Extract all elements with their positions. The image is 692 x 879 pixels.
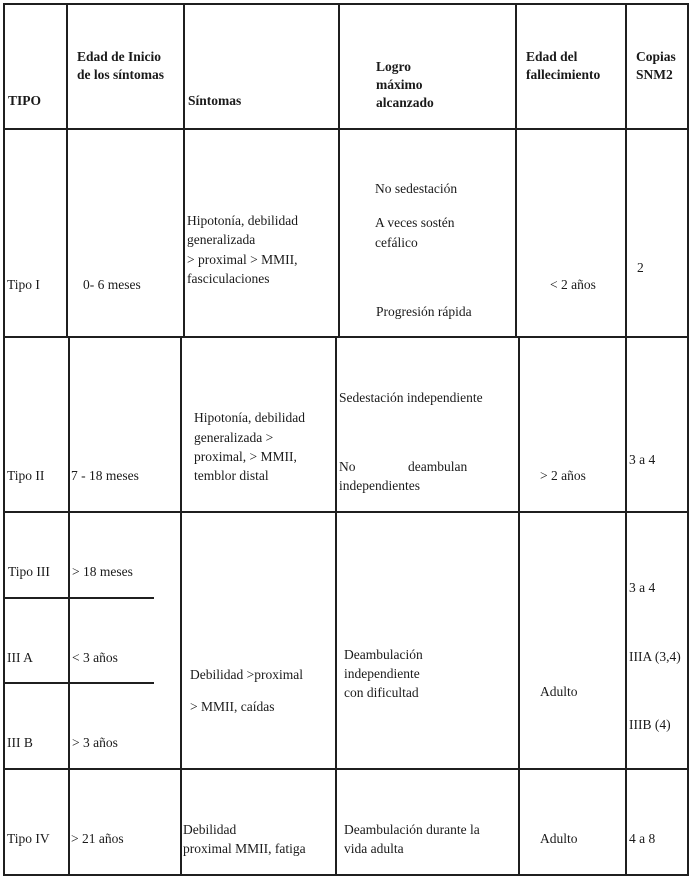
tipo1-sintomas-line1: Hipotonía, debilidad — [187, 213, 298, 228]
row-divider-tipo3 — [3, 768, 689, 770]
border-top — [3, 3, 689, 5]
tipo4-sintomas-line1: Debilidad — [183, 822, 237, 837]
tipo2-logro-line3: independientes — [339, 478, 420, 493]
col-divider-5 — [625, 3, 627, 338]
tipo2-sintomas-line2: generalizada > — [194, 430, 274, 445]
header-logro-line2: máximo — [376, 77, 423, 92]
tipo2-logro-line1: Sedestación independiente — [339, 390, 483, 405]
tipo4-logro-line1: Deambulación durante la — [344, 822, 480, 837]
tipo3b-tipo: III B — [7, 735, 33, 750]
header-logro-line1: Logro — [376, 59, 412, 74]
header-copias-line2: SNM2 — [636, 67, 673, 82]
tipo3a-tipo: III A — [7, 650, 33, 665]
border-left — [3, 3, 5, 876]
row-divider-tipo3-sub2 — [3, 682, 154, 684]
col-divider-2 — [183, 3, 185, 338]
tipo3-tipo: Tipo III — [8, 564, 50, 579]
header-fallecimiento-line1: Edad del — [526, 49, 578, 64]
tipo1-inicio: 0- 6 meses — [83, 277, 141, 292]
tipo4-logro-line2: vida adulta — [344, 841, 404, 856]
tipo4-fallecimiento: Adulto — [540, 831, 578, 846]
tipo1-fallecimiento: < 2 años — [550, 277, 596, 292]
header-fallecimiento-line2: fallecimiento — [526, 67, 601, 82]
tipo3-sintomas-line1: Debilidad >proximal — [190, 667, 303, 682]
col-divider-3 — [338, 3, 340, 338]
col-divider-1b — [68, 336, 70, 876]
tipo1-sintomas-line3: > proximal > MMII, — [187, 252, 298, 267]
header-tipo: TIPO — [8, 93, 42, 108]
tipo2-sintomas-line4: temblor distal — [194, 468, 269, 483]
tipo1-tipo: Tipo I — [7, 277, 40, 292]
col-divider-5b — [625, 336, 627, 876]
col-divider-1 — [66, 3, 68, 338]
tipo4-copias: 4 a 8 — [629, 831, 656, 846]
tipo1-logro-line1: No sedestación — [375, 181, 458, 196]
header-copias-line1: Copias — [636, 49, 676, 64]
tipo1-sintomas-line2: generalizada — [187, 232, 256, 247]
tipo2-sintomas-line1: Hipotonía, debilidad — [194, 410, 305, 425]
tipo4-sintomas-line2: proximal MMII, fatiga — [183, 841, 306, 856]
row-divider-header — [3, 128, 689, 130]
tipo2-tipo: Tipo II — [7, 468, 45, 483]
tipo2-copias: 3 a 4 — [629, 452, 656, 467]
tipo3-logro-line2: independiente — [344, 666, 420, 681]
tipo3-logro-line3: con dificultad — [344, 685, 419, 700]
tipo2-logro-line2a: No — [339, 459, 356, 474]
tipo3-fallecimiento: Adulto — [540, 684, 578, 699]
tipo3-copias-line1: 3 a 4 — [629, 580, 656, 595]
tipo4-tipo: Tipo IV — [7, 831, 50, 846]
tipo4-inicio: > 21 años — [71, 831, 124, 846]
tipo2-sintomas-line3: proximal, > MMII, — [194, 449, 297, 464]
tipo1-logro-line2: A veces sostén — [375, 215, 455, 230]
tipo1-sintomas-line4: fasciculaciones — [187, 271, 270, 286]
header-sintomas: Síntomas — [188, 93, 242, 108]
row-divider-tipo2 — [3, 511, 689, 513]
tipo2-fallecimiento: > 2 años — [540, 468, 586, 483]
tipo3-copias-line2: IIIA (3,4) — [629, 649, 681, 664]
tipo1-logro-line4: Progresión rápida — [376, 304, 472, 319]
row-divider-tipo3-sub1 — [3, 597, 154, 599]
tipo1-logro-line3: cefálico — [375, 235, 418, 250]
border-bottom — [3, 874, 689, 876]
tipo3-logro-line1: Deambulación — [344, 647, 423, 662]
col-divider-4 — [515, 3, 517, 338]
tipo1-copias: 2 — [637, 260, 644, 275]
header-logro-line3: alcanzado — [376, 95, 434, 110]
col-divider-3b — [335, 336, 337, 876]
border-right — [687, 3, 689, 876]
header-edad-inicio-line2: de los síntomas — [77, 67, 165, 82]
header-edad-inicio-line1: Edad de Inicio — [77, 49, 162, 64]
col-divider-4b — [518, 336, 520, 876]
tipo3a-inicio: < 3 años — [72, 650, 118, 665]
tipo3-copias-line3: IIIB (4) — [629, 717, 671, 732]
tipo3-inicio: > 18 meses — [72, 564, 133, 579]
tipo2-inicio: 7 - 18 meses — [71, 468, 139, 483]
row-divider-tipo1 — [3, 336, 689, 338]
col-divider-2b — [180, 336, 182, 876]
tipo3-sintomas-line2: > MMII, caídas — [190, 699, 275, 714]
tipo2-logro-line2b: deambulan — [408, 459, 468, 474]
tipo3b-inicio: > 3 años — [72, 735, 118, 750]
